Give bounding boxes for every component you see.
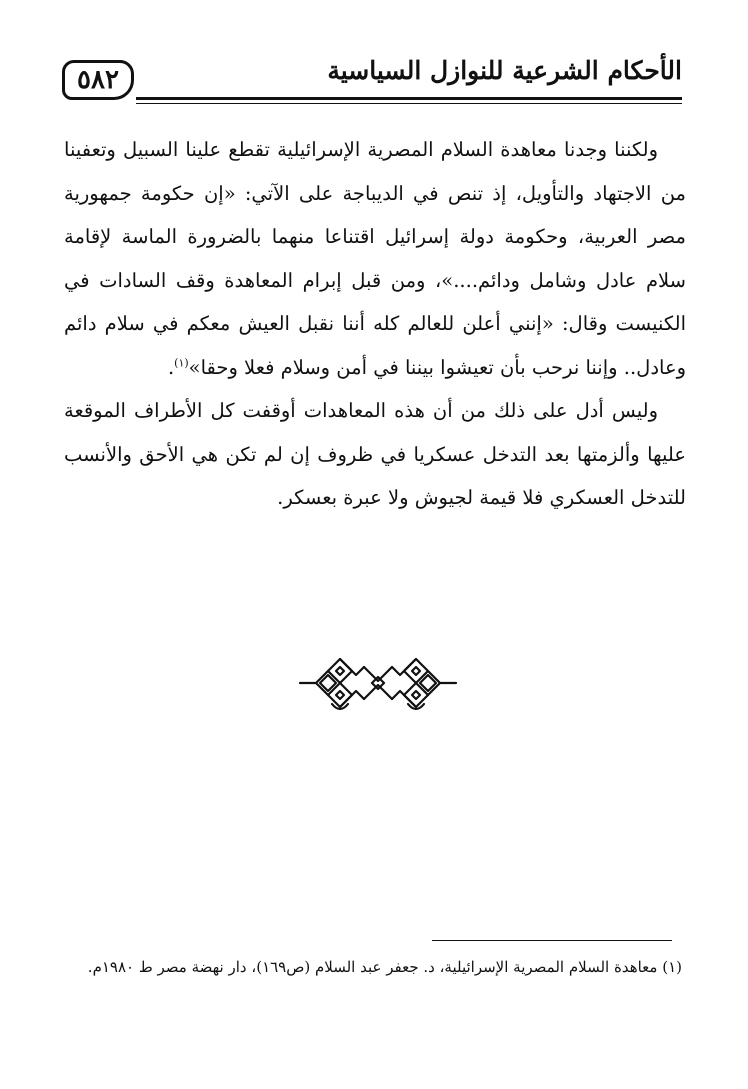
knotwork-ornament-icon <box>298 652 458 714</box>
body-text <box>64 128 686 520</box>
footnote: (١) معاهدة السلام المصرية الإسرائيلية، د. جعفر عبد السلام (ص١٦٩)، دار نهضة مصر ط ١٩٨٠م. <box>87 958 682 976</box>
running-title: الأحكام الشرعية للنوازل السياسية <box>327 56 682 85</box>
header-rule-thick <box>136 97 682 100</box>
footnote-rule <box>432 940 672 941</box>
paragraph-1 <box>64 128 686 389</box>
header-rule-thin <box>136 103 682 104</box>
page-number-text: ٥٨٢ <box>77 65 119 95</box>
paragraph-1-end: . <box>167 355 175 379</box>
paragraph-2: وليس أدل على ذلك من أن هذه المعاهدات أوقفت كل الأطراف الموقعة عليها وألزمتها بعد التدخل عسكريا في ظروف إن لم تكن هي الأحق والأنسب للتدخل العسكري فلا قيمة لجيوش ولا عبرة بعسكر. <box>64 399 686 509</box>
page-header <box>62 52 682 112</box>
page-number <box>62 60 134 100</box>
paragraph-1-text: ولكننا وجدنا معاهدة السلام المصرية الإسرائيلية تقطع علينا السبيل وتعفينا من الاجتهاد والتأويل، إذ تنص في الديباجة على الآتي: «إن حكومة جمهورية مصر العربية، وحكومة دولة إسرائيل اقتناعا منهما بالضرورة الماسة لإقامة سلام عادل وشامل ودائم....»، ومن قبل إبرام المعاهدة وقف السادات في الكنيست وقال: «إنني أعلن للعالم كله أننا نقبل العيش معكم في سلام دائم وعادل.. وإننا نرحب بأن تعيشوا بيننا في أمن وسلام فعلا وحقا» <box>64 138 686 379</box>
footnote-reference: (١) <box>174 356 189 369</box>
